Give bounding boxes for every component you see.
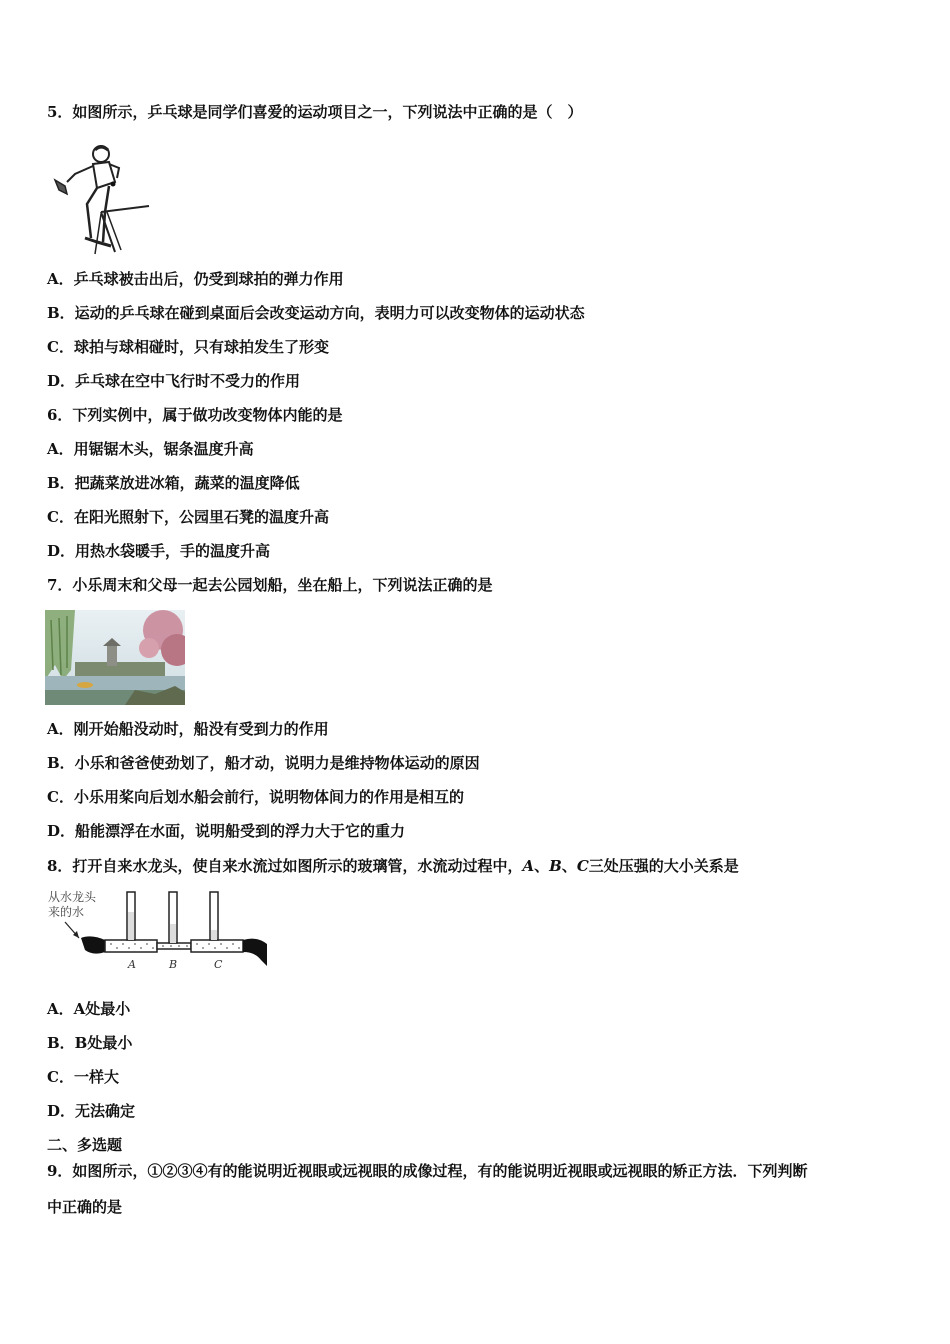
ping-pong-player-figure [45, 142, 155, 257]
q6-stem: 6．下列实例中，属于做功改变物体内能的是 [47, 406, 343, 424]
q8-option-a[interactable]: A．A处最小 [47, 1000, 131, 1018]
q8-stem-post: 三处压强的大小关系是 [588, 857, 739, 875]
q9-stem-line1: 9．如图所示，①②③④有的能说明近视眼或远视眼的成像过程，有的能说明近视眼或远视眼的矫正方法．下列判断 [47, 1162, 808, 1180]
water-pipe-figure [45, 890, 275, 975]
q5-option-b[interactable]: B．运动的乒乓球在碰到桌面后会改变运动方向，表明力可以改变物体的运动状态 [47, 304, 585, 322]
q9-stem-line2: 中正确的是 [47, 1198, 123, 1216]
park-rowing-photo [45, 610, 185, 705]
water-source-label-line1: 从水龙头 [48, 890, 97, 904]
q8-sep-2: 、 [561, 857, 577, 875]
q6-option-c[interactable]: C．在阳光照射下，公园里石凳的温度升高 [47, 508, 329, 526]
q7-option-a[interactable]: A．刚开始船没动时，船没有受到力的作用 [47, 720, 329, 738]
q8-var-b: B [549, 857, 562, 875]
q7-stem: 7．小乐周末和父母一起去公园划船，坐在船上，下列说法正确的是 [47, 576, 493, 594]
q8-option-c[interactable]: C．一样大 [47, 1068, 119, 1086]
q5-option-c[interactable]: C．球拍与球相碰时，只有球拍发生了形变 [47, 338, 329, 356]
q7-option-b[interactable]: B．小乐和爸爸使劲划了，船才动，说明力是维持物体运动的原因 [47, 754, 480, 772]
section-title-multiple-choice: 二、多选题 [47, 1136, 123, 1154]
q8-sep-1: 、 [534, 857, 550, 875]
q5-stem: 5．如图所示，乒乓球是同学们喜爱的运动项目之一，下列说法中正确的是（ ） [47, 103, 583, 121]
q7-option-c[interactable]: C．小乐用桨向后划水船会前行，说明物体间力的作用是相互的 [47, 788, 464, 806]
q8-var-a: A [522, 857, 535, 875]
water-source-label [48, 890, 96, 920]
q7-option-d[interactable]: D．船能漂浮在水面，说明船受到的浮力大于它的重力 [47, 822, 406, 840]
q5-option-d[interactable]: D．乒乓球在空中飞行时不受力的作用 [47, 372, 301, 390]
q8-option-b[interactable]: B．B处最小 [47, 1034, 133, 1052]
pipe-label-a: A [128, 958, 136, 971]
q8-stem [47, 856, 739, 876]
q6-option-a[interactable]: A．用锯锯木头，锯条温度升高 [47, 440, 254, 458]
q6-option-d[interactable]: D．用热水袋暖手，手的温度升高 [47, 542, 271, 560]
q5-option-a[interactable]: A．乒乓球被击出后，仍受到球拍的弹力作用 [47, 270, 344, 288]
pipe-label-c: C [214, 958, 223, 971]
q8-stem-pre: 8．打开自来水龙头，使自来水流过如图所示的玻璃管，水流动过程中， [47, 857, 523, 875]
water-source-label-line2: 来的水 [48, 905, 85, 919]
q8-option-d[interactable]: D．无法确定 [47, 1102, 136, 1120]
pipe-label-b: B [169, 958, 178, 971]
q8-var-c: C [576, 857, 589, 875]
q6-option-b[interactable]: B．把蔬菜放进冰箱，蔬菜的温度降低 [47, 474, 300, 492]
